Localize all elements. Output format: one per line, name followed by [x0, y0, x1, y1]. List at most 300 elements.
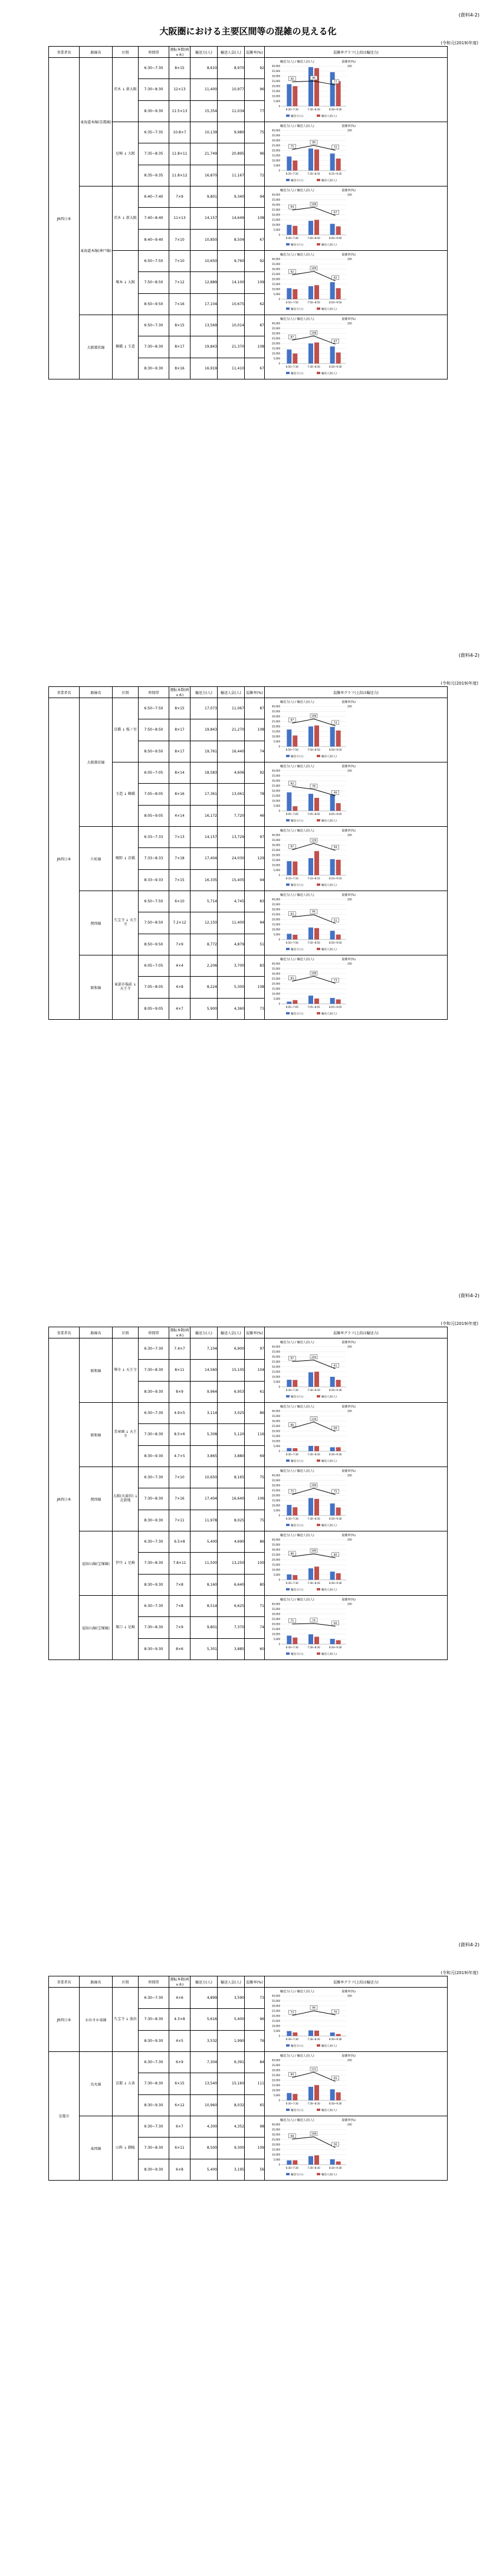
fiscal-year-note: (令和元(2019)年度) — [441, 41, 478, 45]
legend-swatch-riders — [317, 2109, 320, 2111]
time-cell: 6:30~7:30 — [139, 1531, 169, 1553]
y-tick-label: 10,000 — [272, 1568, 280, 1572]
trains-cell: 6.5×8 — [169, 1531, 190, 1553]
riders-cell: 15,105 — [218, 1360, 245, 1381]
rate-cell: 84 — [245, 2052, 265, 2073]
y-tick-label: 5,000 — [273, 164, 280, 167]
y-tick-label: 25,000 — [272, 849, 280, 852]
y-tick-label: 35,000 — [272, 1479, 280, 1482]
y-tick-label: 15,000 — [272, 794, 280, 797]
x-tick-label: 6:35~7:35 — [285, 172, 298, 175]
trains-cell: 7×12 — [169, 272, 190, 293]
x-tick-label: 8:33~9:33 — [329, 877, 342, 880]
time-cell: 6:30~7:30 — [139, 58, 169, 79]
x-tick-label: 7:50~8:50 — [307, 941, 320, 944]
time-cell: 7:05~8:05 — [139, 977, 169, 998]
time-cell: 7:50~8:50 — [139, 272, 169, 293]
riders-cell: 5,120 — [218, 1424, 245, 1445]
chart-cell — [265, 58, 448, 122]
y-tick-label: 25,000 — [272, 977, 280, 980]
y2-tick-label: 200 — [347, 2058, 352, 2062]
time-cell: 7:50~8:50 — [139, 719, 169, 741]
trains-cell: 8×6 — [169, 1638, 190, 1659]
y-tick-label: 40,000 — [272, 833, 280, 837]
legend-label-capacity: 輸送力(人) — [291, 372, 304, 375]
chart-cell — [265, 2116, 448, 2181]
y-tick-label: 30,000 — [272, 908, 280, 911]
rate-line — [292, 843, 335, 850]
y2-tick-label: 200 — [347, 129, 352, 132]
y-tick-label: 35,000 — [272, 1999, 280, 2002]
y-tick-label: 35,000 — [272, 903, 280, 906]
chart-rate-label: 混雑率(%) — [341, 125, 356, 128]
rate-cell: 104 — [245, 1360, 265, 1381]
capacity-cell: 17,404 — [190, 1488, 218, 1510]
trains-cell: 7.8×11 — [169, 1553, 190, 1574]
section-cell: 東部市場前 ↓ 天王寺 — [113, 955, 139, 1020]
capacity-bar — [308, 2030, 313, 2036]
y-tick-label: 15,000 — [272, 859, 280, 862]
rate-data-label: 72 — [333, 146, 337, 149]
rate-line — [292, 915, 335, 924]
riders-bar — [333, 81, 341, 107]
capacity-cell: 7,304 — [190, 2052, 218, 2073]
y-tick-label: 20,000 — [272, 1365, 280, 1369]
table-row — [49, 1467, 448, 1488]
legend-label-riders: 輸送人員(人) — [321, 884, 337, 887]
chart-svg — [265, 1988, 357, 2051]
capacity-cell: 16,335 — [190, 869, 218, 891]
legend-swatch-riders — [317, 1588, 320, 1590]
riders-bar — [314, 68, 319, 106]
y-tick-label: 15,000 — [272, 1563, 280, 1566]
y-tick-label: 0 — [278, 1002, 280, 1006]
rate-cell: 46 — [245, 805, 265, 826]
line-cell: おおさか東線 — [80, 1988, 113, 2052]
y-tick-label: 10,000 — [272, 863, 280, 867]
y-tick-label: 15,000 — [272, 2019, 280, 2022]
x-tick-label: 8:50~9:50 — [329, 748, 342, 751]
line-cell: 阪和線 — [80, 955, 113, 1020]
table-row — [49, 58, 448, 79]
trains-cell: 8×17 — [169, 741, 190, 762]
legend-swatch-capacity — [286, 372, 290, 374]
capacity-cell: 18,583 — [190, 762, 218, 784]
x-tick-label: 6:30~7:30 — [285, 1517, 298, 1520]
riders-cell: 13,250 — [218, 1553, 245, 1574]
capacity-bar — [287, 1380, 291, 1387]
x-tick-label: 8:05~9:05 — [329, 813, 342, 816]
y-tick-label: 40,000 — [272, 1474, 280, 1477]
y-tick-label: 0 — [278, 809, 280, 813]
y-tick-label: 0 — [278, 1514, 280, 1517]
y-tick-label: 10,000 — [272, 1439, 280, 1443]
y-tick-label: 15,000 — [272, 1370, 280, 1373]
legend-swatch-riders — [317, 372, 320, 374]
x-tick-label: 8:30~9:30 — [329, 108, 342, 111]
riders-bar — [336, 1000, 341, 1004]
y-tick-label: 20,000 — [272, 213, 280, 217]
rate-data-label: 76 — [333, 2011, 337, 2014]
rate-cell: 56 — [245, 2159, 265, 2180]
fiscal-year-note: (令和元(2019)年度) — [441, 1971, 478, 1975]
x-tick-label: 7:50~8:50 — [307, 301, 320, 304]
y-tick-label: 10,000 — [272, 1375, 280, 1379]
chart-svg — [265, 58, 357, 122]
congestion-chart — [265, 1531, 357, 1595]
rate-data-label: 108 — [311, 203, 317, 207]
riders-cell: 6,900 — [218, 1338, 245, 1360]
riders-cell: 4,360 — [218, 998, 245, 1019]
x-tick-label: 6:05~7:05 — [285, 1006, 298, 1009]
page-label: (資料4-2) — [458, 1293, 479, 1298]
chart-cell — [265, 1467, 448, 1531]
rate-data-label: 96 — [312, 141, 316, 145]
y-tick-label: 15,000 — [272, 2084, 280, 2087]
chart-rate-label: 混雑率(%) — [341, 893, 356, 897]
capacity-bar — [308, 726, 313, 747]
riders-cell: 3,195 — [218, 2159, 245, 2180]
riders-bar — [293, 806, 297, 811]
riders-cell: 11,400 — [218, 912, 245, 934]
riders-bar — [314, 342, 319, 364]
column-header: 輸送人員(人) — [218, 1976, 245, 1988]
x-tick-label: 7:50~8:50 — [307, 748, 320, 751]
x-tick-label: 7:30~8:30 — [307, 365, 320, 368]
legend-swatch-riders — [317, 819, 320, 821]
column-header: 混雑率(%) — [245, 47, 265, 58]
chart-svg — [265, 2116, 357, 2180]
y-tick-label: 25,000 — [272, 1425, 280, 1428]
y2-tick-label: 200 — [347, 1345, 352, 1348]
rate-cell: 67 — [245, 229, 265, 250]
table-row — [49, 1988, 448, 2009]
rate-data-label: 94 — [333, 846, 337, 850]
time-cell: 8:05~9:05 — [139, 805, 169, 826]
congestion-chart — [265, 1338, 357, 1402]
chart-cell — [265, 122, 448, 186]
capacity-cell: 5,900 — [190, 998, 218, 1019]
section-cell: 堺市 ↓ 天王寺 — [113, 1338, 139, 1403]
chart-header-label: 輸送力(人) / 輸送人員(人) — [280, 1341, 314, 1344]
y-tick-label: 25,000 — [272, 144, 280, 147]
y-tick-label: 35,000 — [272, 2128, 280, 2131]
column-header: 区間 — [113, 1327, 139, 1338]
congestion-chart — [265, 1596, 357, 1659]
legend-label-capacity: 輸送力(人) — [291, 948, 304, 951]
column-header: 区間 — [113, 687, 139, 698]
rate-data-label: 108 — [311, 972, 317, 976]
capacity-bar — [330, 2089, 335, 2100]
capacity-cell: 17,073 — [190, 698, 218, 719]
line-cell: 福知山線(宝塚線) — [80, 1596, 113, 1660]
riders-cell: 13,729 — [218, 827, 245, 848]
y-tick-label: 0 — [278, 2163, 280, 2166]
riders-bar — [314, 2031, 319, 2036]
legend-label-riders: 輸送人員(人) — [321, 1460, 337, 1463]
trains-cell: 8×9 — [169, 1381, 190, 1402]
chart-header-label: 輸送力(人) / 輸送人員(人) — [280, 318, 314, 321]
chart-svg — [265, 827, 357, 891]
time-cell: 8:50~9:50 — [139, 741, 169, 762]
rate-line — [292, 1623, 335, 1626]
y-tick-label: 0 — [278, 233, 280, 237]
capacity-bar — [330, 72, 335, 106]
legend-swatch-capacity — [286, 243, 290, 246]
trains-cell: 4.7×5 — [169, 1445, 190, 1467]
line-cell: 関西線 — [80, 891, 113, 955]
congestion-table — [48, 686, 448, 1020]
capacity-bar — [308, 149, 313, 171]
congestion-chart — [265, 1403, 357, 1467]
y-tick-label: 25,000 — [272, 80, 280, 83]
time-cell: 6:30~7:30 — [139, 1988, 169, 2009]
time-cell: 7:05~8:05 — [139, 784, 169, 805]
column-header: 事業者名 — [49, 1976, 80, 1988]
chart-header-label: 輸送力(人) / 輸送人員(人) — [280, 1598, 314, 1602]
y-tick-label: 5,000 — [273, 357, 280, 360]
legend-label-riders: 輸送人員(人) — [321, 1589, 337, 1592]
y-tick-label: 5,000 — [273, 2030, 280, 2032]
capacity-cell: 14,157 — [190, 827, 218, 848]
rate-cell: 60 — [245, 1638, 265, 1659]
y-tick-label: 30,000 — [272, 1612, 280, 1616]
legend-label-riders: 輸送人員(人) — [321, 2045, 337, 2048]
x-tick-label: 7:30~8:30 — [307, 1453, 320, 1456]
rate-data-label: 96 — [312, 77, 316, 80]
rate-line — [292, 81, 335, 84]
riders-bar — [336, 1447, 341, 1451]
legend-swatch-capacity — [286, 1459, 290, 1462]
capacity-cell: 13,540 — [190, 2073, 218, 2094]
riders-bar — [293, 1638, 297, 1644]
capacity-cell: 5,301 — [190, 1638, 218, 1659]
capacity-cell: 11,978 — [190, 1510, 218, 1531]
riders-cell: 11,067 — [218, 698, 245, 719]
y-tick-label: 0 — [278, 2034, 280, 2038]
y-tick-label: 20,000 — [272, 1429, 280, 1433]
line-cell: 東海道本線(神戸線) — [80, 186, 113, 315]
column-header: 混雑率(%) — [245, 1976, 265, 1988]
chart-header-label: 輸送力(人) / 輸送人員(人) — [280, 958, 314, 961]
trains-cell: 8.5×6 — [169, 1424, 190, 1445]
trains-cell: 8×14 — [169, 762, 190, 784]
capacity-cell: 10,850 — [190, 229, 218, 250]
trains-cell: 6×15 — [169, 2073, 190, 2094]
x-tick-label: 7:30~8:30 — [307, 1582, 320, 1585]
capacity-cell: 8,772 — [190, 934, 218, 955]
congestion-chart — [265, 186, 357, 250]
rate-data-label: 97 — [290, 1357, 294, 1361]
riders-cell: 6,953 — [218, 1381, 245, 1402]
capacity-bar — [308, 1568, 313, 1580]
y-tick-label: 30,000 — [272, 1419, 280, 1423]
rate-cell: 100 — [245, 1553, 265, 1574]
time-cell: 7:30~8:30 — [139, 1424, 169, 1445]
riders-bar — [293, 226, 297, 235]
capacity-bar — [287, 1575, 291, 1580]
company-cell: JR西日本 — [49, 1988, 80, 2052]
y-tick-label: 10,000 — [272, 799, 280, 803]
legend-label-capacity: 輸送力(人) — [291, 308, 304, 311]
capacity-bar — [308, 1372, 313, 1387]
chart-svg — [265, 1338, 357, 1402]
capacity-cell: 8,160 — [190, 1574, 218, 1595]
capacity-cell: 4,300 — [190, 2116, 218, 2138]
trains-cell: 8×15 — [169, 315, 190, 336]
y-tick-label: 20,000 — [272, 342, 280, 345]
rate-data-label: 46 — [333, 791, 337, 795]
riders-cell: 4,606 — [218, 762, 245, 784]
rate-line — [292, 1488, 335, 1495]
rate-data-label: 97 — [290, 846, 294, 849]
rate-data-label: 75 — [333, 1490, 337, 1494]
x-tick-label: 6:50~7:50 — [285, 748, 298, 751]
rate-data-label: 87 — [290, 336, 294, 339]
chart-rate-label: 混雑率(%) — [341, 958, 356, 961]
riders-bar — [336, 1380, 341, 1387]
riders-bar — [293, 1575, 297, 1580]
x-tick-label: 7:30~8:30 — [307, 1517, 320, 1520]
y-tick-label: 10,000 — [272, 2153, 280, 2156]
x-tick-label: 7:30~8:30 — [307, 2166, 320, 2169]
riders-bar — [314, 851, 319, 875]
fiscal-year-note: (令和元(2019)年度) — [441, 1321, 478, 1326]
y-tick-label: 0 — [278, 1385, 280, 1389]
x-tick-label: 8:35~9:35 — [329, 172, 342, 175]
riders-bar — [314, 2155, 319, 2165]
x-tick-label: 6:30~7:30 — [285, 1453, 298, 1456]
line-cell: 阪和線 — [80, 1403, 113, 1467]
capacity-bar — [330, 727, 335, 747]
chart-svg — [265, 891, 357, 955]
legend-label-riders: 輸送人員(人) — [321, 2174, 337, 2176]
trains-cell: 7×18 — [169, 848, 190, 869]
capacity-bar — [287, 1448, 291, 1451]
x-tick-label: 6:50~7:50 — [285, 941, 298, 944]
legend-swatch-riders — [317, 2044, 320, 2047]
legend-label-capacity: 輸送力(人) — [291, 2174, 304, 2176]
rate-cell: 111 — [245, 2073, 265, 2094]
chart-cell — [265, 1988, 448, 2052]
time-cell: 7:35~8:35 — [139, 143, 169, 165]
legend-label-capacity: 輸送力(人) — [291, 1013, 304, 1016]
y-tick-label: 0 — [278, 297, 280, 301]
trains-cell: 7×8 — [169, 1596, 190, 1617]
fiscal-year-note: (令和元(2019)年度) — [441, 681, 478, 686]
rate-data-label: 108 — [311, 332, 317, 335]
capacity-cell: 10,139 — [190, 122, 218, 143]
congestion-chart — [265, 827, 357, 891]
rate-cell: 108 — [245, 719, 265, 741]
trains-cell: 4×4 — [169, 955, 190, 977]
chart-cell — [265, 827, 448, 891]
legend-swatch-capacity — [286, 819, 290, 821]
capacity-cell: 8,514 — [190, 1596, 218, 1617]
trains-cell: 6×7 — [169, 2116, 190, 2138]
y-tick-label: 40,000 — [272, 129, 280, 132]
trains-cell: 7×9 — [169, 186, 190, 208]
trains-cell: 7×16 — [169, 1488, 190, 1510]
y-tick-label: 25,000 — [272, 784, 280, 787]
riders-bar — [336, 159, 341, 171]
x-tick-label: 6:40~7:40 — [285, 237, 298, 240]
y-tick-label: 35,000 — [272, 2064, 280, 2067]
chart-header-label: 輸送力(人) / 輸送人員(人) — [280, 2119, 314, 2122]
y-tick-label: 10,000 — [272, 94, 280, 98]
trains-cell: 4×14 — [169, 805, 190, 826]
legend-swatch-capacity — [286, 179, 290, 181]
capacity-bar — [330, 1572, 335, 1580]
column-header: 運転本数(両×本) — [169, 687, 190, 698]
y-tick-label: 20,000 — [272, 84, 280, 88]
rate-data-label: 67 — [333, 340, 337, 343]
time-cell: 6:40~7:40 — [139, 186, 169, 208]
section-cell: 美章園 ↓ 天王寺 — [113, 1403, 139, 1467]
column-header: 路線名 — [80, 47, 113, 58]
y-tick-label: 35,000 — [272, 710, 280, 713]
table-row — [49, 1338, 448, 1360]
legend-label-capacity: 輸送力(人) — [291, 1524, 304, 1527]
trains-cell: 8×16 — [169, 358, 190, 379]
riders-cell: 5,400 — [218, 2009, 245, 2030]
x-tick-label: 8:30~9:30 — [329, 1646, 342, 1649]
chart-svg — [265, 1596, 357, 1659]
capacity-cell: 5,308 — [190, 1424, 218, 1445]
y-tick-label: 30,000 — [272, 715, 280, 718]
congestion-table — [48, 1976, 448, 2181]
riders-cell: 15,405 — [218, 869, 245, 891]
chart-header-label: 輸送力(人) / 輸送人員(人) — [280, 1990, 314, 1994]
trains-cell: 8×15 — [169, 58, 190, 79]
capacity-cell: 5,400 — [190, 2159, 218, 2180]
congestion-chart — [265, 891, 357, 955]
legend-swatch-capacity — [286, 1588, 290, 1590]
y-tick-label: 30,000 — [272, 139, 280, 142]
legend-swatch-riders — [317, 883, 320, 886]
y-tick-label: 10,000 — [272, 2089, 280, 2092]
riders-cell: 11,034 — [218, 100, 245, 122]
x-tick-label: 7:05~8:05 — [307, 1006, 320, 1009]
chart-cell — [265, 1338, 448, 1403]
column-header: 運転本数(両×本) — [169, 47, 190, 58]
trains-cell: 6×10 — [169, 891, 190, 912]
rate-data-label: 92 — [290, 77, 294, 81]
y-tick-label: 5,000 — [273, 1573, 280, 1576]
y-tick-label: 5,000 — [273, 933, 280, 936]
trains-cell: 8×11 — [169, 1360, 190, 1381]
capacity-bar — [330, 224, 335, 235]
chart-rate-label: 混雑率(%) — [341, 1598, 356, 1602]
x-tick-label: 8:30~9:30 — [329, 1517, 342, 1520]
trains-cell: 11.8×12 — [169, 165, 190, 186]
rate-data-label: 80 — [333, 1554, 337, 1557]
capacity-bar — [308, 794, 313, 811]
time-cell: 8:33~9:33 — [139, 869, 169, 891]
legend-label-capacity: 輸送力(人) — [291, 2045, 304, 2048]
y-tick-label: 0 — [278, 2099, 280, 2102]
rate-data-label: 83 — [290, 977, 294, 980]
rate-cell: 78 — [245, 784, 265, 805]
y-tick-label: 40,000 — [272, 193, 280, 197]
rate-data-label: 71 — [290, 1620, 294, 1623]
column-header: 時間帯 — [139, 1976, 169, 1988]
y-tick-label: 15,000 — [272, 218, 280, 221]
x-tick-label: 7:30~8:30 — [307, 2102, 320, 2105]
rate-data-label: 61 — [333, 1364, 337, 1368]
rate-data-label: 67 — [333, 211, 337, 215]
riders-cell: 10,977 — [218, 79, 245, 100]
